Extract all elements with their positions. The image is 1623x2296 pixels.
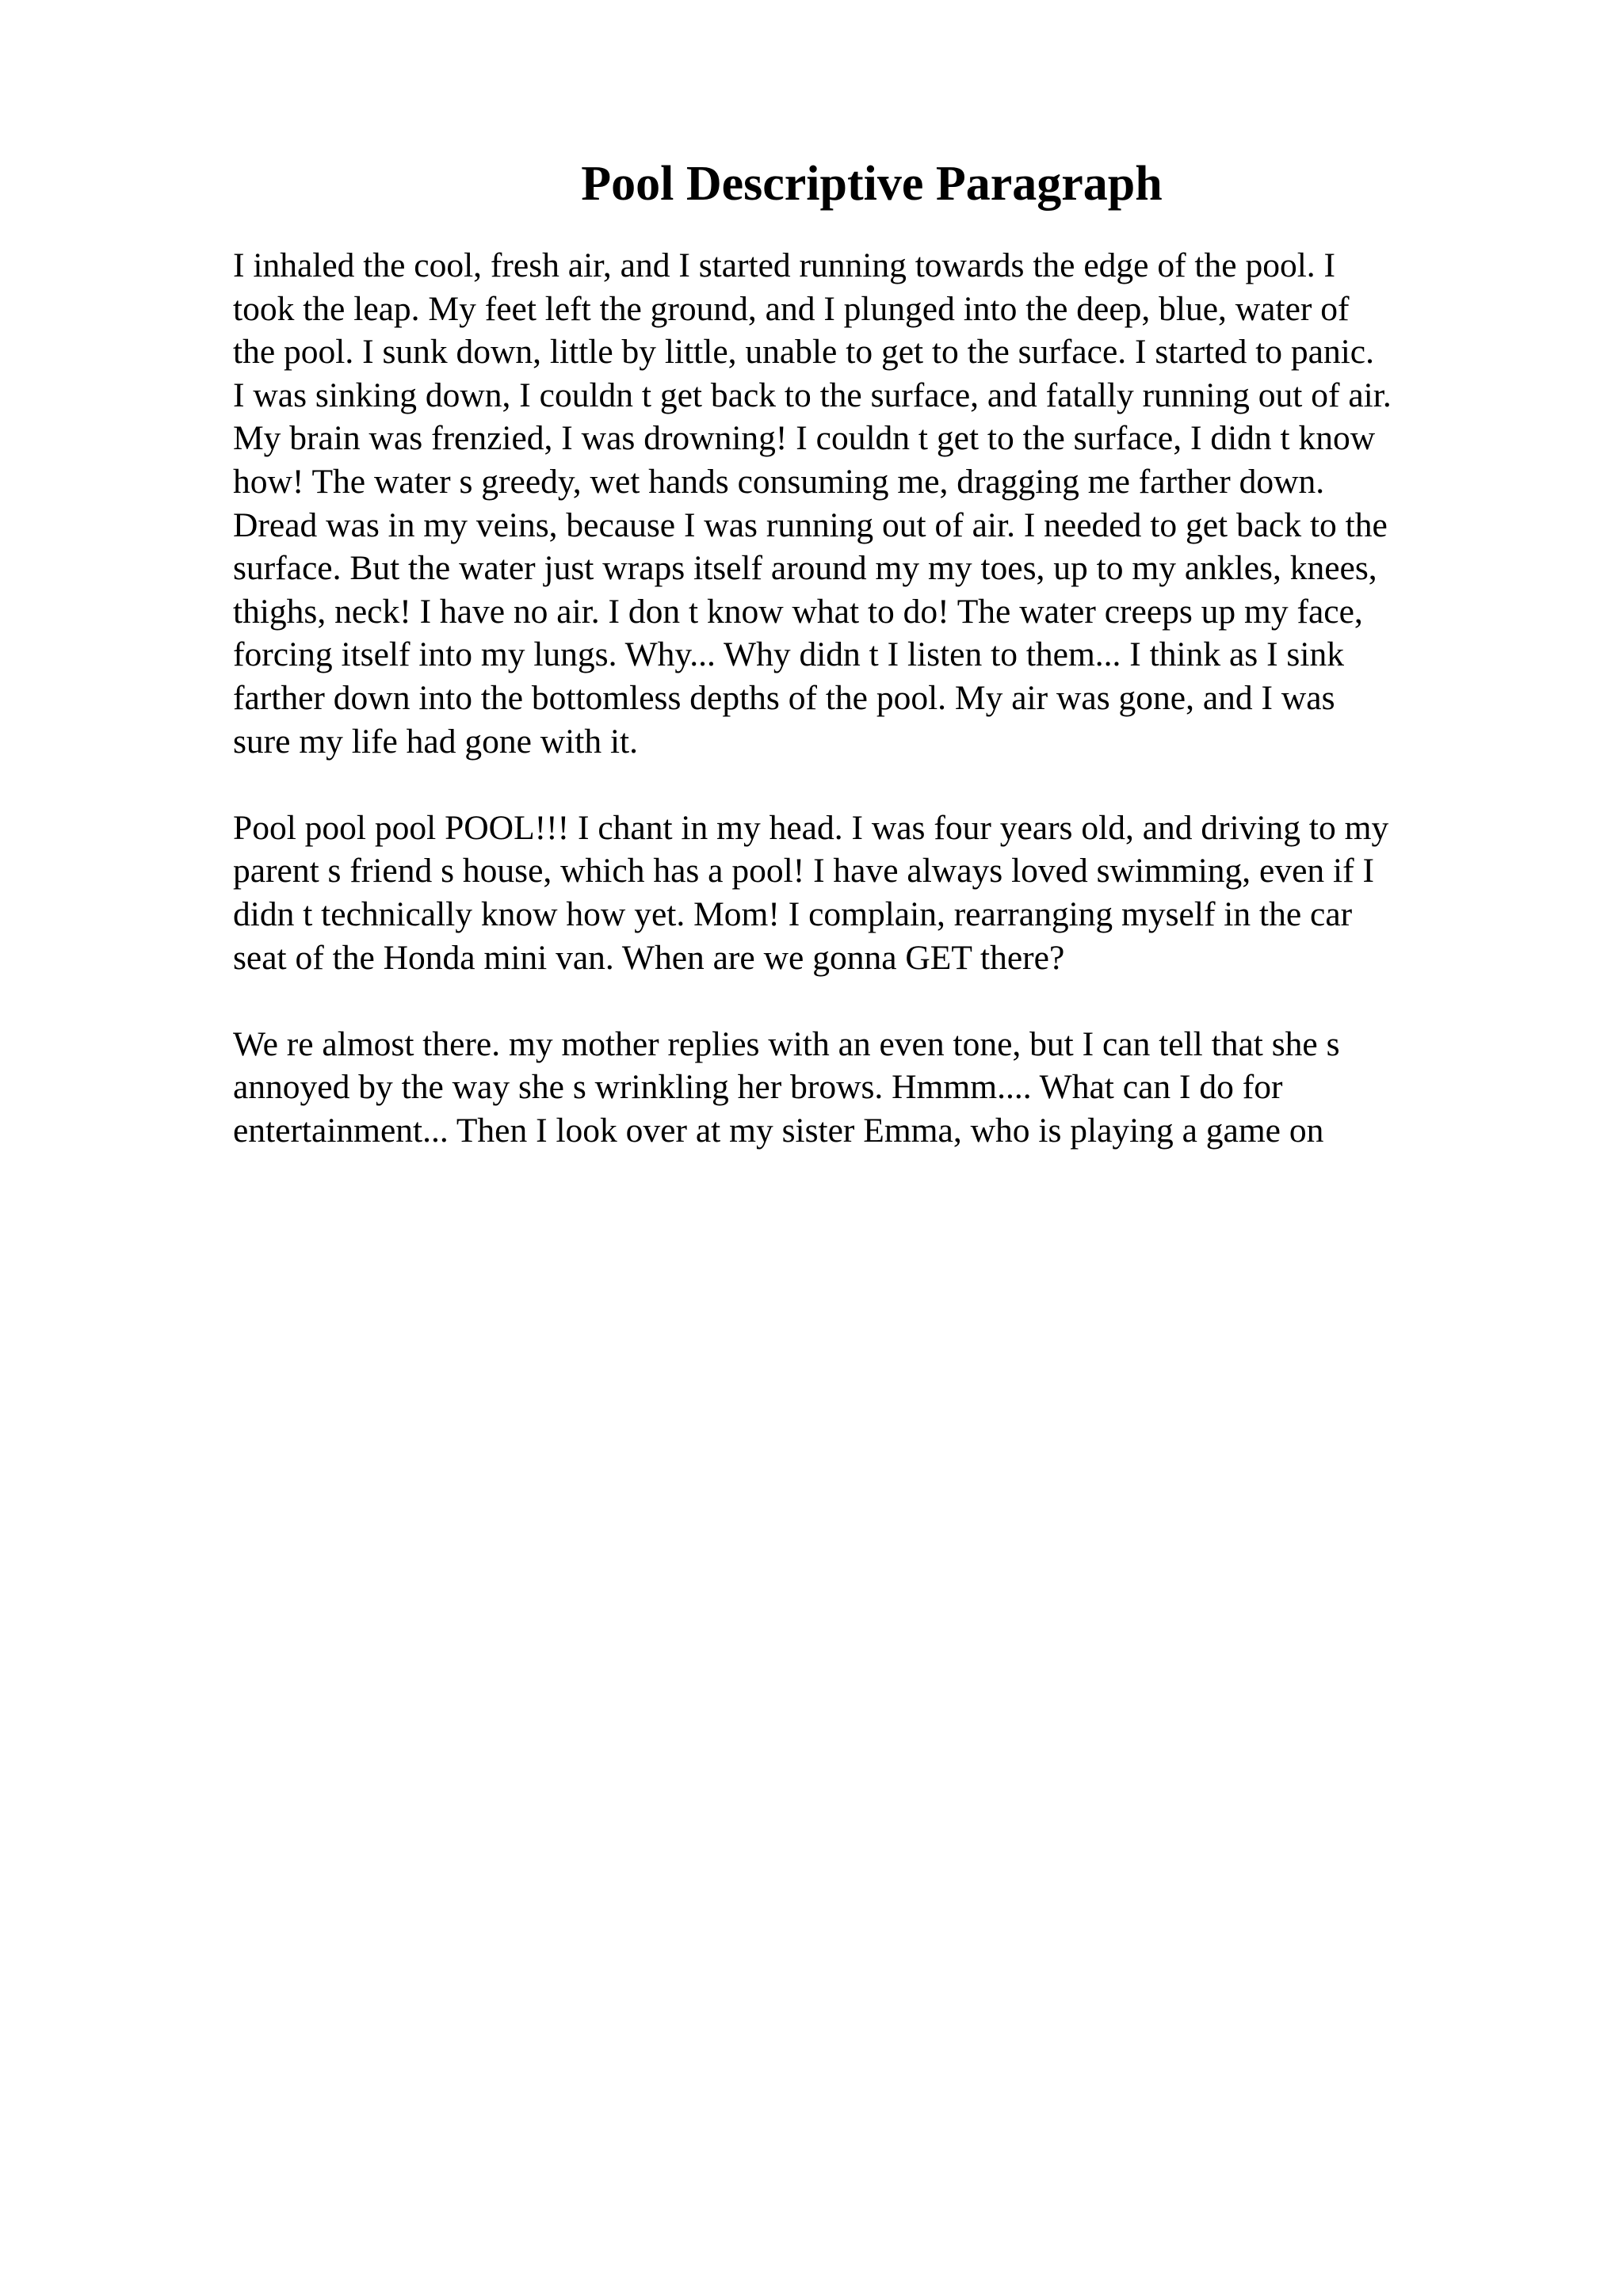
text-line: sure my life had gone with it. (233, 722, 639, 761)
text-line: the pool. I sunk down, little by little, unable to get to the surface. I started to panic. (233, 333, 1374, 372)
text-line: how! The water s greedy, wet hands consuming me, dragging me farther down. (233, 462, 1325, 501)
text-line: took the leap. My feet left the ground, and I plunged into the deep, blue, water of (233, 289, 1350, 328)
text-line: I was sinking down, I couldn t get back to the surface, and fatally running out of air. (233, 376, 1392, 414)
text-line: farther down into the bottomless depths of the pool. My air was gone, and I was (233, 678, 1335, 717)
text-line: annoyed by the way she s wrinkling her brows. Hmmm.... What can I do for (233, 1068, 1283, 1107)
text-line: I inhaled the cool, fresh air, and I started running towards the edge of the pool. I (233, 246, 1336, 284)
text-line: seat of the Honda mini van. When are we gonna GET there? (233, 938, 1065, 977)
paragraph-2 (233, 807, 1501, 979)
text-line: parent s friend s house, which has a pool! I have always loved swimming, even if I (233, 852, 1374, 891)
text-line: My brain was frenzied, I was drowning! I couldn t get to the surface, I didn t know (233, 419, 1376, 458)
text-line: Dread was in my veins, because I was running out of air. I needed to get back to the (233, 505, 1388, 544)
document-body (233, 244, 1501, 1196)
text-line: surface. But the water just wraps itself around my my toes, up to my ankles, knees, (233, 549, 1377, 588)
text-line: thighs, neck! I have no air. I don t know what to do! The water creeps up my face, (233, 592, 1363, 631)
paragraph-3 (233, 1023, 1501, 1153)
text-line: forcing itself into my lungs. Why... Why didn t I listen to them... I think as I sink (233, 635, 1344, 674)
paragraph-1 (233, 244, 1501, 763)
text-line: We re almost there. my mother replies with an even tone, but I can tell that she s (233, 1024, 1340, 1063)
document-title: Pool Descriptive Paragraph (581, 157, 1163, 211)
text-line: didn t technically know how yet. Mom! I complain, rearranging myself in the car (233, 894, 1353, 933)
text-line: Pool pool pool POOL!!! I chant in my head. I was four years old, and driving to my (233, 808, 1389, 847)
text-line: entertainment... Then I look over at my sister Emma, who is playing a game on (233, 1111, 1324, 1150)
